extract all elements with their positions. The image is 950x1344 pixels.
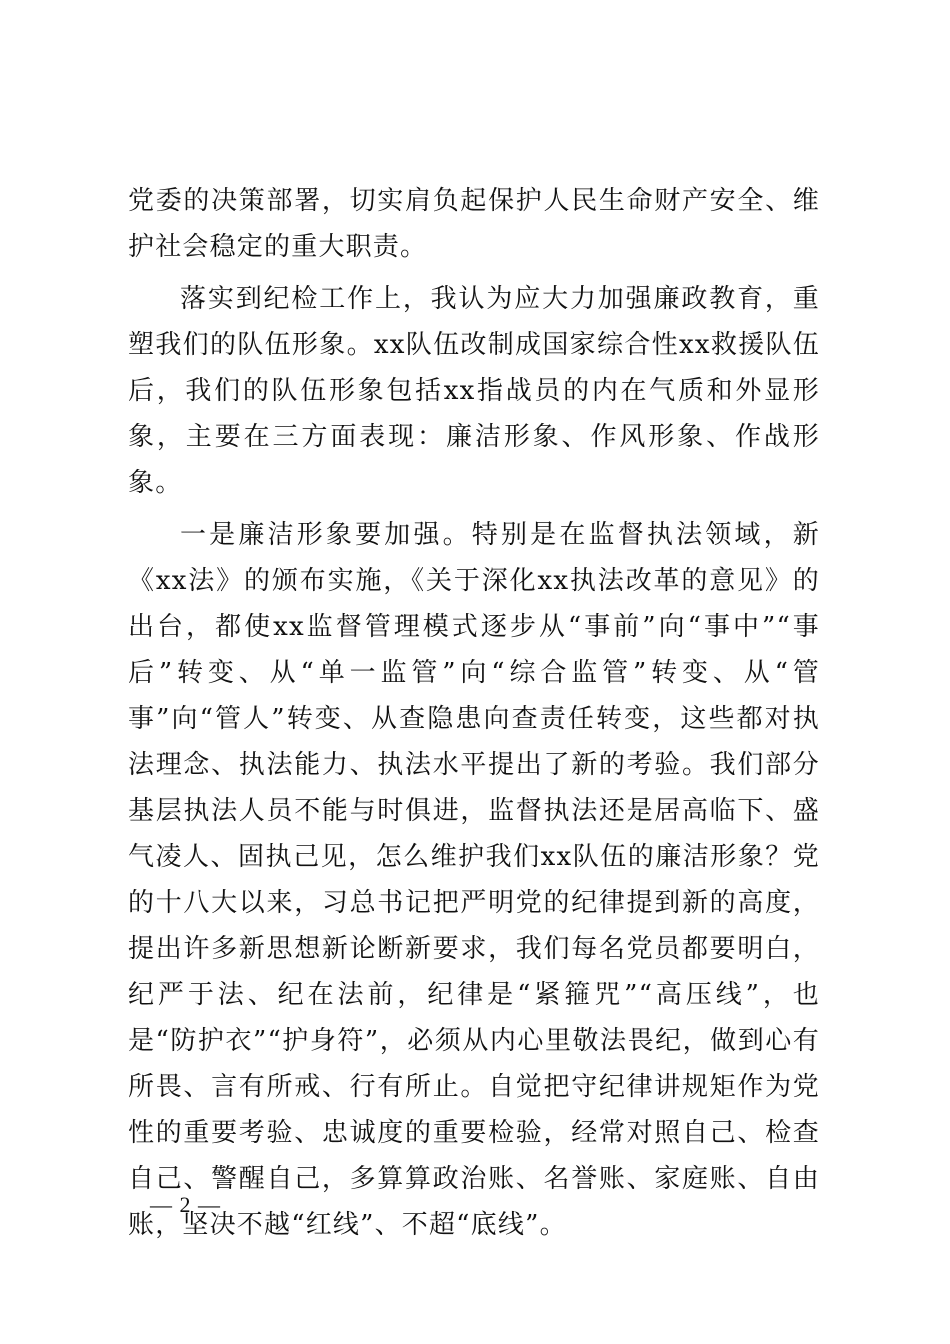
page-number: — 2 — (150, 1192, 221, 1217)
paragraph-integrity-image: 一是廉洁形象要加强。特别是在监督执法领域，新《xx法》的颁布实施，《关于深化xx执法改革的意见》的出台，都使xx监督管理模式逐步从“事前”向“事中”“事后”转变、从“单一监管”向“综合监管”转变、从“管事”向“管人”转变、从查隐患向查责任转变，这些都对执法理念、执法能力、执法水平提出了新的考验。我们部分基层执法人员不能与时俱进，监督执法还是居高临下、盛气凌人、固执己见，怎么维护我们xx队伍的廉洁形象？党的十八大以来，习总书记把严明党的纪律提到新的高度，提出许多新思想新论断新要求，我们每名党员都要明白，纪严于法、纪在法前，纪律是“紧箍咒”“高压线”，也是“防护衣”“护身符”，必须从内心里敬法畏纪，做到心有所畏、言有所戒、行有所止。自觉把守纪律讲规矩作为党性的重要考验、忠诚度的重要检验，经常对照自己、检查自己、警醒自己，多算算政治账、名誉账、家庭账、自由账，坚决不越“红线”、不超“底线”。 (128, 520, 820, 1240)
paragraph-discipline-work: 落实到纪检工作上，我认为应大力加强廉政教育，重塑我们的队伍形象。xx队伍改制成国家综合性xx救援队伍后，我们的队伍形象包括xx指战员的内在气质和外显形象，主要在三方面表现：廉洁形象、作风形象、作战形象。 (128, 284, 820, 498)
document-body (128, 178, 820, 1248)
paragraph-continuation: 党委的决策部署，切实肩负起保护人民生命财产安全、维护社会稳定的重大职责。 (128, 186, 820, 262)
